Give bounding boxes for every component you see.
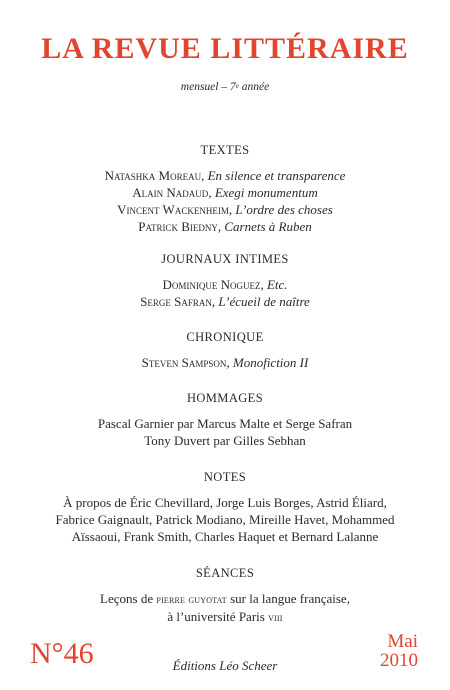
issue-number: N°46 bbox=[30, 637, 94, 670]
entries-hommages bbox=[0, 415, 450, 449]
entry-seances-2 bbox=[0, 608, 450, 626]
entry-journaux-2 bbox=[0, 293, 450, 310]
entry-hommages-1: Pascal Garnier par Marcus Malte et Serge Safran bbox=[97, 416, 353, 431]
section-heading-textes: TEXTES bbox=[200, 143, 250, 157]
entries-seances bbox=[0, 590, 450, 626]
issue-month: Mai bbox=[387, 631, 418, 652]
seances-venue: à l’université Paris bbox=[167, 609, 269, 624]
entry-hommages-2: Tony Duvert par Gilles Sebhan bbox=[144, 433, 306, 448]
entry-author: Vincent Wackenheim bbox=[117, 202, 229, 217]
entry-work: En silence et transparence bbox=[207, 168, 346, 183]
section-heading-journaux: JOURNAUX INTIMES bbox=[161, 252, 289, 266]
section-journaux-intimes bbox=[0, 252, 450, 310]
entry-work: L’écueil de naître bbox=[218, 294, 310, 309]
entry-textes-1 bbox=[0, 167, 450, 184]
entry-textes-4 bbox=[0, 218, 450, 235]
subtitle-frequency: mensuel – 7 bbox=[180, 81, 236, 93]
entry-author: Steven Sampson bbox=[141, 355, 227, 370]
entry-chronique-1 bbox=[0, 354, 450, 371]
section-heading-seances: SÉANCES bbox=[195, 566, 255, 580]
entry-textes-2 bbox=[0, 184, 450, 201]
entry-seances-1 bbox=[0, 590, 450, 608]
entry-separator: , bbox=[217, 219, 225, 234]
section-hommages bbox=[0, 391, 450, 449]
entries-chronique bbox=[0, 354, 450, 371]
entry-separator: , bbox=[211, 294, 219, 309]
entries-textes bbox=[0, 167, 450, 235]
seances-roman-numeral: viii bbox=[268, 610, 283, 624]
entry-notes-1: À propos de Éric Chevillard, Jorge Luis Borges, Astrid Éliard, bbox=[63, 495, 387, 510]
entry-separator: , bbox=[201, 168, 208, 183]
entry-author: Dominique Noguez bbox=[162, 277, 261, 292]
entry-separator: , bbox=[208, 185, 215, 200]
entry-author: Natashka Moreau bbox=[104, 168, 202, 183]
issue-date bbox=[380, 632, 418, 670]
entry-separator: , bbox=[226, 355, 233, 370]
seances-lecturer: pierre guyotat bbox=[156, 592, 227, 606]
entry-author: Serge Safran bbox=[140, 294, 212, 309]
section-heading-notes: NOTES bbox=[203, 470, 247, 484]
entry-textes-3 bbox=[0, 201, 450, 218]
entry-author: Patrick Biedny bbox=[138, 219, 218, 234]
section-heading-chronique: CHRONIQUE bbox=[186, 330, 264, 344]
masthead-subtitle bbox=[0, 80, 450, 94]
entry-notes-2: Fabrice Gaignault, Patrick Modiano, Mireille Havet, Mohammed bbox=[55, 512, 395, 527]
entry-work: Etc. bbox=[266, 277, 288, 292]
entry-author: Alain Nadaud bbox=[132, 185, 209, 200]
subtitle-ordinal: e bbox=[235, 82, 239, 90]
seances-prefix: Leçons de bbox=[100, 591, 157, 606]
entries-journaux bbox=[0, 276, 450, 310]
entry-journaux-1 bbox=[0, 276, 450, 293]
entry-work: Exegi monumentum bbox=[214, 185, 318, 200]
section-textes bbox=[0, 143, 450, 235]
section-notes bbox=[0, 470, 450, 545]
section-heading-hommages: HOMMAGES bbox=[186, 391, 264, 405]
subtitle-year-word: année bbox=[238, 81, 270, 93]
entry-notes-3: Aïssaoui, Frank Smith, Charles Haquet et Bernard Lalanne bbox=[71, 529, 379, 544]
entry-work: L’ordre des choses bbox=[235, 202, 333, 217]
entry-separator: , bbox=[228, 202, 236, 217]
entry-work: Carnets à Ruben bbox=[224, 219, 312, 234]
section-seances bbox=[0, 566, 450, 626]
entries-notes bbox=[0, 494, 450, 545]
publisher-name: Éditions Léo Scheer bbox=[172, 658, 278, 673]
issue-year: 2010 bbox=[380, 650, 418, 671]
masthead-title: LA REVUE LITTÉRAIRE bbox=[41, 32, 409, 65]
seances-suffix: sur la langue française, bbox=[226, 591, 350, 606]
section-chronique bbox=[0, 330, 450, 371]
entry-separator: , bbox=[260, 277, 267, 292]
entry-work: Monofiction II bbox=[232, 355, 309, 370]
